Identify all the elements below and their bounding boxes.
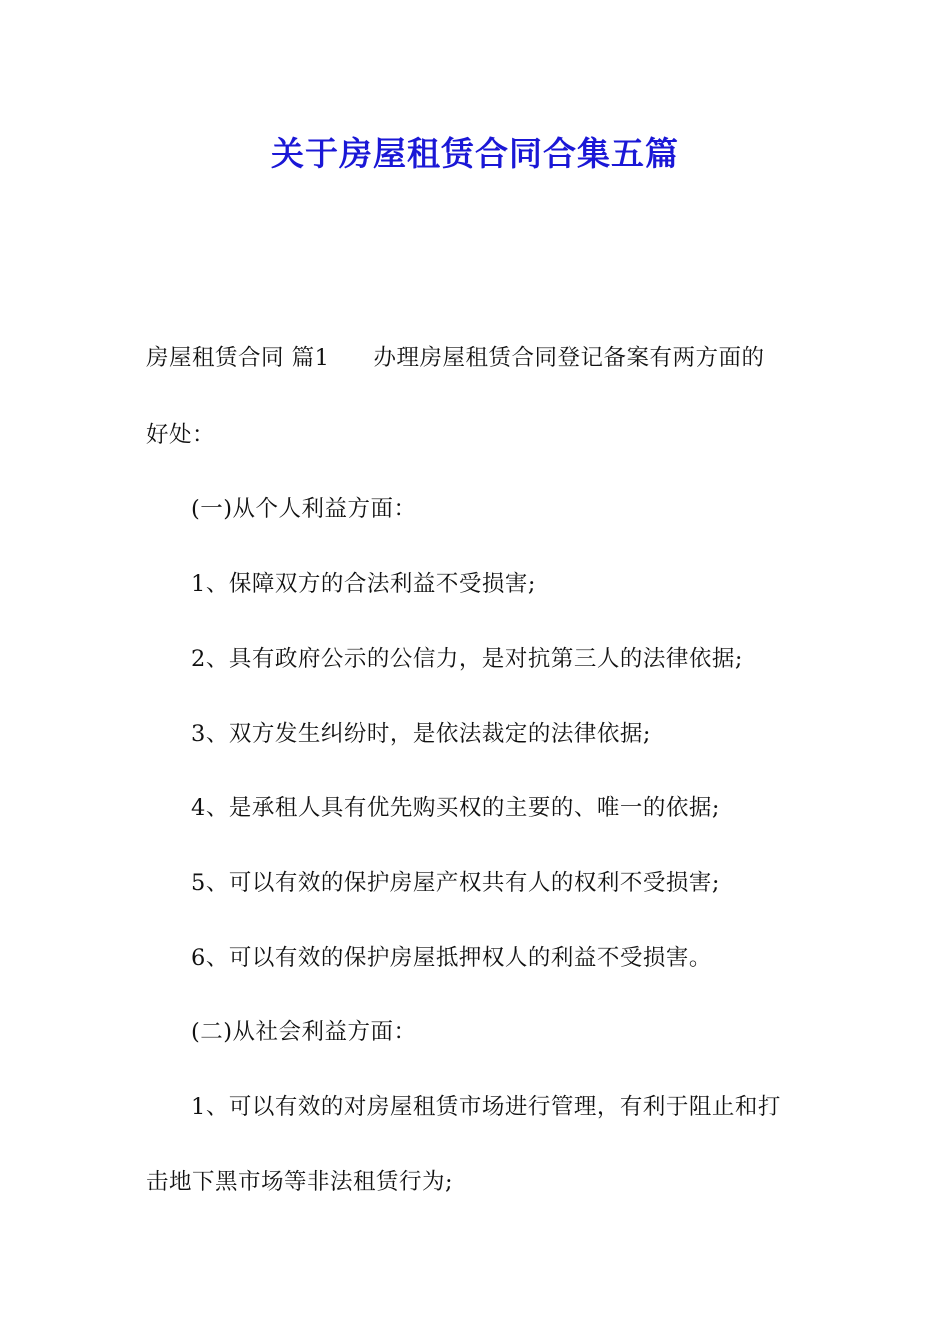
list-item: 5、可以有效的保护房屋产权共有人的权利不受损害;	[191, 870, 720, 896]
list-heading: (二)从社会利益方面：	[191, 1019, 417, 1045]
list-item: 3、双方发生纠纷时，是依法裁定的法律依据;	[191, 721, 651, 747]
list-item: 1、保障双方的合法利益不受损害;	[191, 571, 536, 597]
list-item: 2、具有政府公示的公信力，是对抗第三人的法律依据;	[191, 646, 743, 672]
list-item: 6、可以有效的保护房屋抵押权人的利益不受损害。	[191, 945, 712, 971]
paragraph-text: 办理房屋租赁合同登记备案有两方面的	[373, 345, 765, 371]
list-heading: (一)从个人利益方面：	[191, 496, 417, 522]
list-item: 1、可以有效的对房屋租赁市场进行管理，有利于阻止和打	[191, 1094, 781, 1120]
paragraph-line: 好处：	[146, 422, 216, 448]
list-item: 4、是承租人具有优先购买权的主要的、唯一的依据;	[191, 795, 720, 821]
paragraph-line	[146, 343, 826, 373]
document-title: 关于房屋租赁合同合集五篇	[271, 134, 679, 173]
section-heading: 房屋租赁合同 篇1	[146, 345, 330, 371]
list-item-continuation: 击地下黑市场等非法租赁行为;	[146, 1169, 454, 1195]
